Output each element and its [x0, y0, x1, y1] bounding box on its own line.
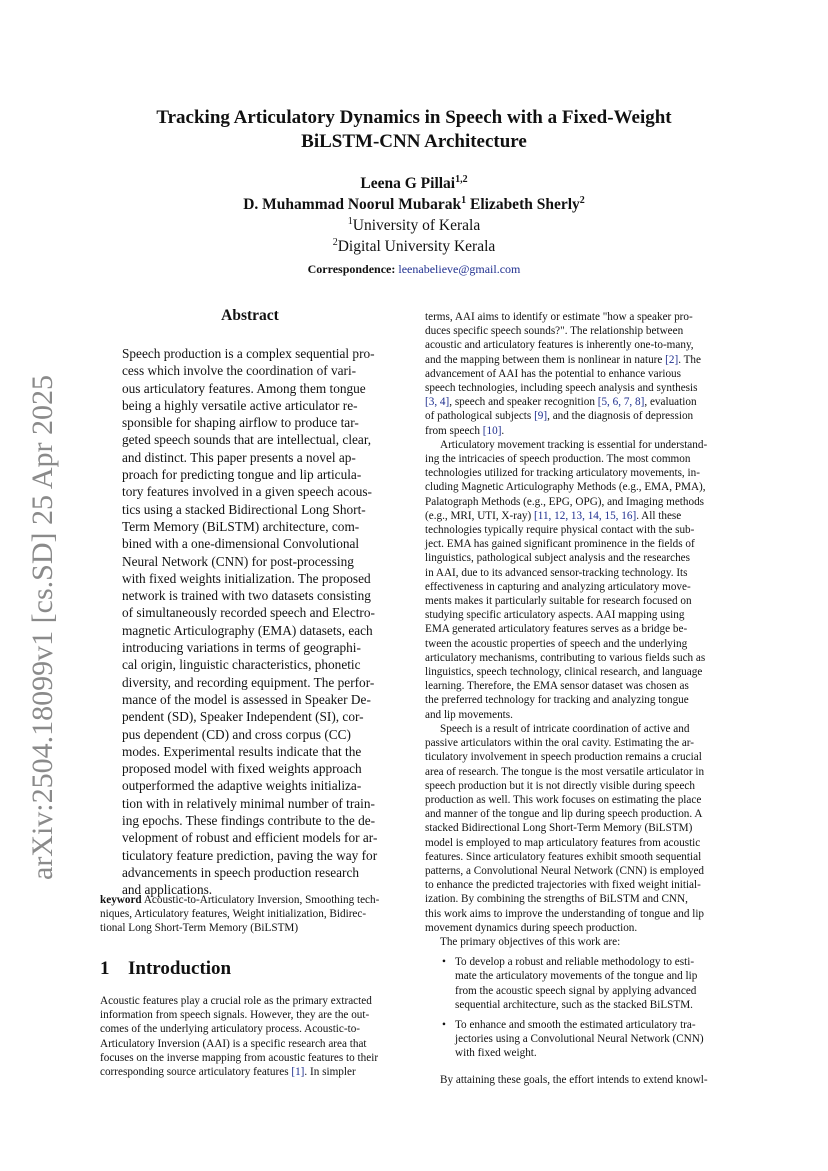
- section-heading-introduction: [100, 958, 231, 980]
- text-line: Acoustic features play a crucial role as the primary extracted: [100, 995, 372, 1007]
- text-span: , and the diagnosis of depression: [547, 410, 694, 423]
- text-line: linguistics, pathological subject analysis and the researches: [425, 552, 691, 565]
- text-line: movement dynamics during speech production.: [425, 921, 638, 934]
- affil-name: University of Kerala: [352, 217, 481, 234]
- paragraph-speech-coordination: [425, 722, 730, 935]
- correspondence-email-link[interactable]: leenabelieve@gmail.com: [398, 262, 521, 276]
- text-span: of pathological subjects: [425, 410, 535, 423]
- text-line: ments makes it particularly suitable for research focused on: [425, 595, 692, 608]
- text-line: ject. EMA has gained significant prominence in the fields of: [425, 538, 695, 551]
- text-line: area of research. The tongue is the most versatile articulator in: [425, 765, 705, 778]
- section-title: Introduction: [128, 958, 232, 979]
- text-line: pendent (SD), Speaker Independent (SI), cor-: [122, 709, 364, 725]
- text-line: To enhance and smooth the estimated articulatory tra-: [455, 1018, 696, 1031]
- objective-bullet-2: [425, 1018, 730, 1061]
- text-line: terms, AAI aims to identify or estimate "how a speaker pro-: [425, 311, 693, 323]
- author-name: Leena G Pillai: [360, 175, 456, 192]
- text-line: tory features involved in a given speech acous-: [122, 484, 372, 500]
- text-span: , evaluation: [644, 396, 697, 409]
- text-line: tween the acoustic properties of speech and the underlying: [425, 637, 688, 650]
- text-line: in AAI, due to its advanced sensor-tracking technology. Its: [425, 566, 688, 579]
- citation-link[interactable]: [10]: [482, 424, 502, 437]
- text-line: and distinct. This paper presents a novel ap-: [122, 449, 356, 465]
- section-number: 1: [100, 958, 110, 979]
- text-line: comes of the underlying articulatory process. Acoustic-to-: [100, 1023, 361, 1036]
- spacer: [425, 1061, 730, 1073]
- text-line: and lip movements.: [425, 708, 513, 721]
- text-line: model is employed to map articulatory features from acoustic: [425, 836, 701, 849]
- author-affil-sup: 2: [579, 195, 585, 206]
- text-line: the preferred technology for tracking and analyzing tongue: [425, 694, 689, 707]
- text-line: and applications.: [122, 882, 213, 898]
- text-line: To develop a robust and reliable methodology to esti-: [455, 956, 695, 969]
- text-line: proposed model with fixed weights approach: [122, 761, 362, 777]
- text-line: of simultaneously recorded speech and Electro-: [122, 605, 375, 621]
- text-line: tics using a stacked Bidirectional Long Short-: [122, 501, 366, 517]
- text-line: introducing variations in terms of geographi-: [122, 640, 361, 656]
- text-line: mate the articulatory movements of the tongue and lip: [455, 970, 698, 983]
- objective-bullet-1: [425, 955, 730, 1012]
- text-line: information from speech signals. However, they are the out-: [100, 1009, 370, 1022]
- text-line: and manner of the tongue and lip during speech production. A: [425, 808, 703, 821]
- text-line: passive articulators within the oral cavity. Estimating the ar-: [425, 737, 695, 750]
- text-line: tion with in relatively minimal number of train-: [122, 795, 375, 811]
- text-line: mance of the model is assessed in Speaker De-: [122, 691, 371, 707]
- text-line: EMA generated articulatory features serves as a bridge be-: [425, 623, 688, 636]
- text-line: stacked Bidirectional Long Short-Term Memory (BiLSTM): [425, 822, 693, 835]
- text-line: Palatograph Methods (e.g., EPG, OPG), and Imaging methods: [425, 495, 705, 508]
- keywords-label: keyword: [100, 894, 142, 906]
- author-name: Elizabeth Sherly: [469, 196, 580, 213]
- text-line: bined with a one-dimensional Convolutional: [122, 536, 360, 552]
- text-line: patterns, a Convolutional Neural Network (CNN) is employed: [425, 864, 705, 877]
- text-span: and the mapping between them is nonlinear in nature: [425, 353, 666, 366]
- text-line: production as well. This work focuses on estimating the place: [425, 793, 702, 806]
- text-line: outperformed the adaptive weights initializa-: [122, 778, 362, 794]
- text-line: Articulatory movement tracking is essential for understand-: [440, 438, 708, 451]
- text-line: effectiveness in capturing and analyzing articulatory move-: [425, 580, 691, 593]
- text-line: speech production but it is not directly visible during speech: [425, 779, 695, 792]
- text-line: ing epochs. These findings contribute to the de-: [122, 813, 376, 829]
- paragraph-articulatory-tracking: [425, 438, 730, 509]
- keywords: [100, 893, 403, 936]
- introduction-body: [100, 994, 403, 1079]
- text-line: Articulatory Inversion (AAI) is a specific research area that: [100, 1037, 367, 1050]
- text-line: Speech production is a complex sequential pro-: [122, 346, 375, 361]
- text-line: focuses on the inverse mapping from acoustic features to their: [100, 1051, 379, 1064]
- text-span: .: [501, 424, 505, 437]
- abstract-heading: Abstract: [221, 307, 279, 324]
- keywords-line: [100, 893, 403, 907]
- text-line: being a highly versatile active articulator re-: [122, 397, 358, 413]
- affil-sup: 1: [347, 216, 353, 227]
- text-line: studying specific articulatory aspects. AAI mapping using: [425, 609, 685, 622]
- text-line: magnetic Articulography (EMA) datasets, each: [122, 622, 373, 638]
- text-line: pus dependent (CD) and cross corpus (CC): [122, 726, 351, 742]
- citation-link[interactable]: [11, 12, 13, 14, 15, 16]: [534, 509, 637, 522]
- text-line: with fixed weights initialization. The proposed: [122, 570, 371, 586]
- citation-link[interactable]: [1]: [291, 1066, 305, 1079]
- text-line: duces specific speech sounds?". The relationship between: [425, 325, 684, 338]
- text-line: Neural Network (CNN) for post-processing: [122, 553, 354, 569]
- affil-name: Digital University Kerala: [337, 238, 496, 255]
- author-line-1: [100, 173, 728, 194]
- text-span: from speech: [425, 424, 483, 437]
- text-span: . In simpler: [304, 1066, 356, 1079]
- text-line: Term Memory (BiLSTM) architecture, com-: [122, 518, 360, 534]
- text-line: [425, 509, 730, 523]
- text-span: . All these: [636, 509, 682, 522]
- text-line: [425, 424, 730, 438]
- right-column: [425, 310, 730, 1087]
- text-line: with fixed weight.: [455, 1047, 537, 1060]
- text-line: technologies typically require physical contact with the sub-: [425, 524, 695, 537]
- keywords-line: tional Long Short-Term Memory (BiLSTM): [100, 922, 299, 935]
- affiliation-1: [100, 215, 728, 236]
- text-line: By attaining these goals, the effort intends to extend knowl-: [440, 1073, 708, 1086]
- text-line: learning. Therefore, the EMA sensor dataset was chosen as: [425, 680, 689, 693]
- text-line: The primary objectives of this work are:: [440, 935, 621, 948]
- text-line: cess which involve the coordination of vari-: [122, 363, 357, 379]
- text-line: this work aims to improve the understanding of tongue and lip: [425, 907, 705, 920]
- text-line: [100, 1065, 403, 1079]
- arxiv-stamp: [22, 360, 62, 880]
- text-line: [425, 353, 730, 367]
- text-line: modes. Experimental results indicate that the: [122, 743, 362, 759]
- text-line: geted speech sounds that are intellectual, clear,: [122, 432, 372, 448]
- text-line: speech technologies, including speech analysis and synthesis: [425, 382, 698, 395]
- citation-link[interactable]: [5, 6, 7, 8]: [597, 396, 645, 409]
- correspondence: [100, 259, 728, 280]
- title-line-2: BiLSTM-CNN Architecture: [301, 131, 527, 152]
- citation-link[interactable]: [2]: [665, 353, 679, 366]
- author-block: [100, 173, 728, 280]
- text-line: linguistics, speech technology, clinical research, and language: [425, 666, 703, 679]
- paper-title: [100, 106, 728, 154]
- text-line: ous articulatory features. Among them tongue: [122, 380, 366, 396]
- text-line: sequential architecture, such as the stacked BiLSTM.: [455, 998, 693, 1011]
- keywords-line: niques, Articulatory features, Weight initialization, Bidirec-: [100, 908, 367, 921]
- bullet-marker: •: [442, 1018, 446, 1031]
- text-line: velopment of robust and efficient models for ar-: [122, 830, 378, 846]
- author-affil-sup: 1: [461, 195, 467, 206]
- text-line: jectories using a Convolutional Neural Network (CNN): [455, 1033, 704, 1046]
- abstract-body: [122, 345, 379, 899]
- text-line: cal origin, linguistic characteristics, phonetic: [122, 657, 361, 673]
- text-line: features. Since articulatory features exhibit smooth sequential: [425, 850, 702, 863]
- text-line: articulatory mechanisms, contributing to various fields such as: [425, 651, 706, 664]
- text-line: technologies utilized for tracking articulatory movements, in-: [425, 467, 700, 480]
- text-line: from the acoustic speech signal by applying advanced: [455, 984, 697, 997]
- text-line: ticulatory feature prediction, paving the way for: [122, 847, 378, 863]
- text-line: sponsible for shaping airflow to produce tar-: [122, 415, 359, 431]
- keywords-text: Acoustic-to-Articulatory Inversion, Smoothing tech-: [141, 894, 380, 906]
- text-line: to enhance the predicted trajectories with fixed weight initial-: [425, 879, 701, 892]
- text-span: corresponding source articulatory features: [100, 1066, 292, 1079]
- text-line: ing the intricacies of speech production. The most common: [425, 453, 691, 466]
- text-span: , speech and speaker recognition: [449, 396, 598, 409]
- citation-link[interactable]: [3, 4]: [425, 396, 450, 409]
- title-line-1: Tracking Articulatory Dynamics in Speech with a Fixed-Weight: [156, 107, 672, 128]
- affil-sup: 2: [332, 237, 338, 248]
- arxiv-stamp-svg: [22, 360, 62, 880]
- arxiv-stamp-text: arXiv:2504.18099v1 [cs.SD] 25 Apr 2025: [26, 375, 59, 880]
- text-line: ization. By combining the strengths of BiLSTM and CNN,: [425, 893, 688, 906]
- bullet-marker: •: [442, 956, 446, 969]
- text-line: proach for predicting tongue and lip articula-: [122, 467, 362, 483]
- author-line-2: [100, 194, 728, 215]
- text-line: network is trained with two datasets consisting: [122, 588, 371, 604]
- paragraph-articulatory-tracking-cont: [425, 523, 730, 722]
- author-name: D. Muhammad Noorul Mubarak: [243, 196, 462, 213]
- text-span: (e.g., MRI, UTI, X-ray): [425, 509, 535, 522]
- author-affil-sup: 1,2: [455, 174, 468, 185]
- text-line: diversity, and recording equipment. The perfor-: [122, 674, 375, 690]
- text-line: [425, 409, 730, 423]
- text-line: Speech is a result of intricate coordination of active and: [440, 722, 690, 735]
- correspondence-label: Correspondence:: [307, 262, 396, 276]
- text-line: [425, 395, 730, 409]
- affiliation-2: [100, 236, 728, 257]
- text-line: acoustic and articulatory features is inherently one-to-many,: [425, 339, 694, 352]
- text-line: advancement of AAI has the potential to enhance various: [425, 367, 681, 380]
- citation-link[interactable]: [9]: [534, 410, 548, 423]
- text-span: . The: [678, 353, 701, 366]
- text-line: advancements in speech production research: [122, 864, 360, 880]
- text-line: ticulatory involvement in speech production remains a crucial: [425, 751, 702, 764]
- text-line: cluding Magnetic Articulography Methods (e.g., EMA, PMA),: [425, 481, 706, 494]
